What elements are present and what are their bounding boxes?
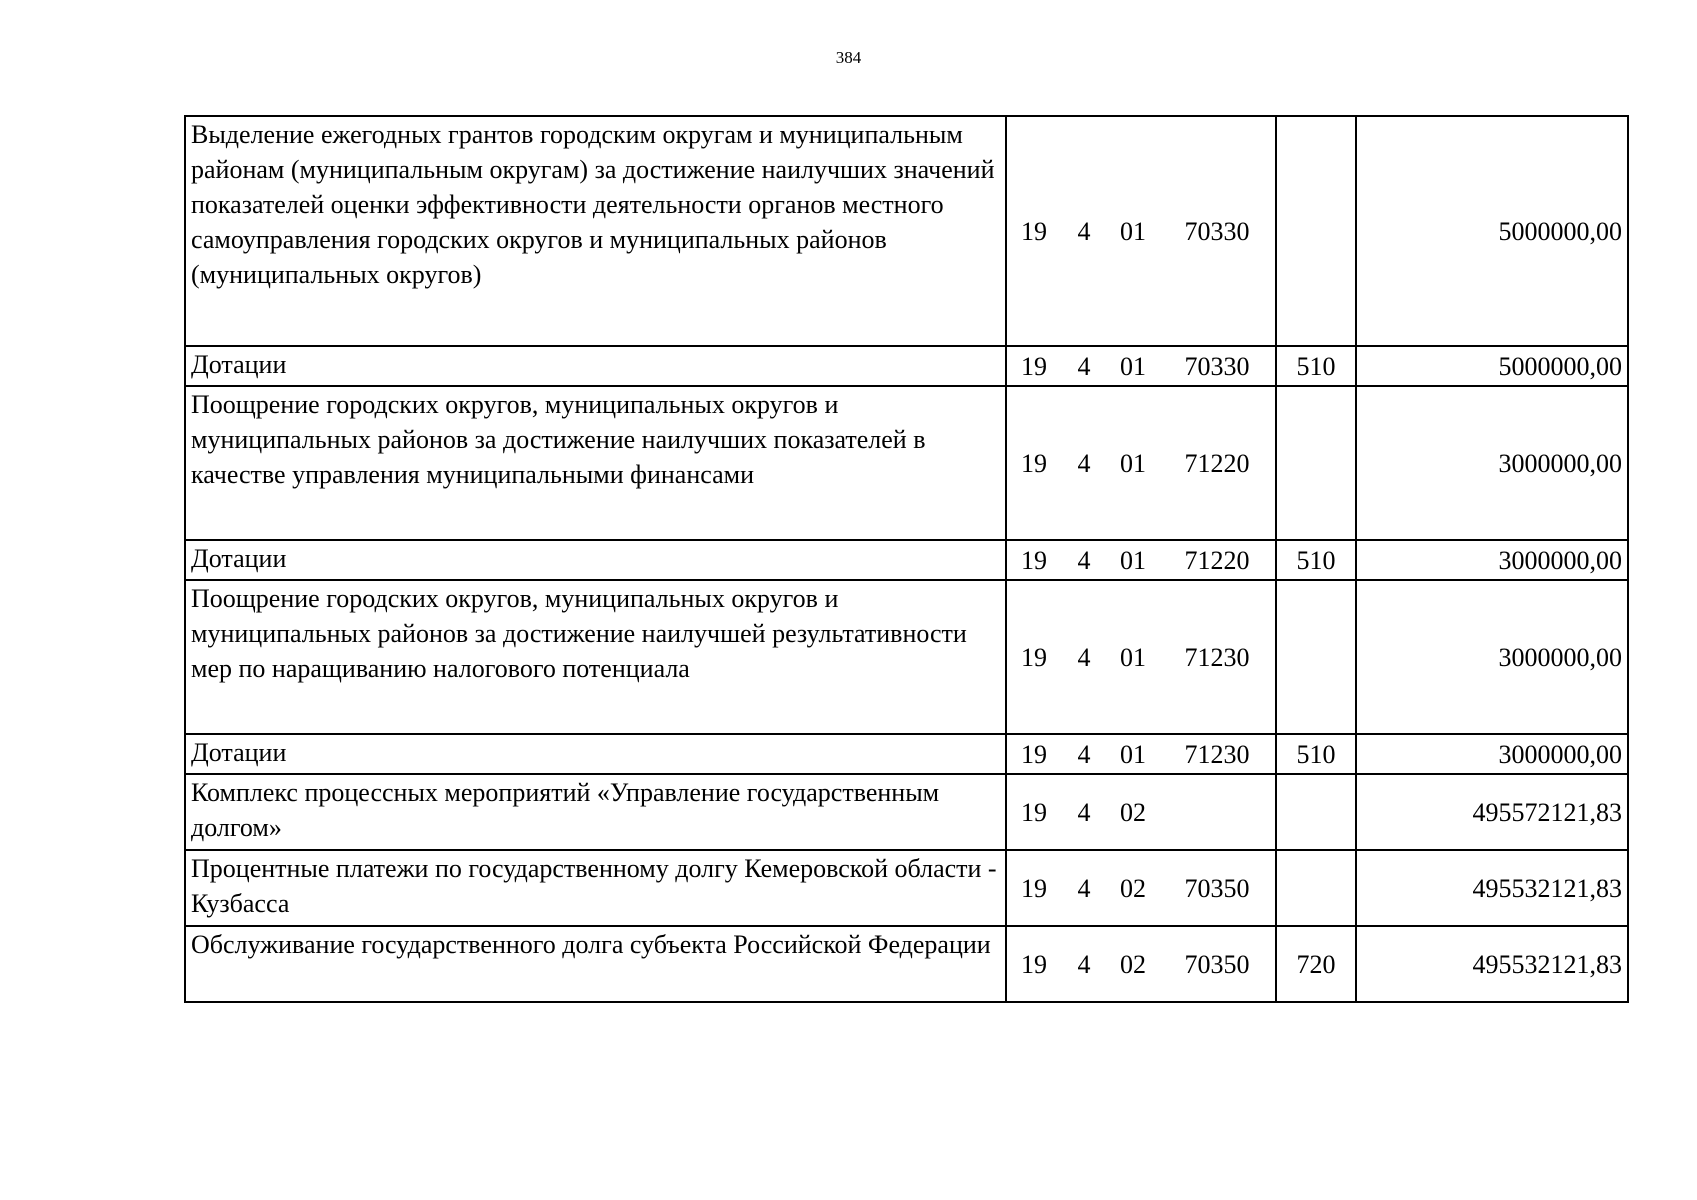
table-row	[185, 346, 1628, 386]
row-name: Дотации	[185, 734, 1006, 774]
code-direction: 70350	[1184, 873, 1250, 903]
row-expense-type	[1276, 580, 1356, 734]
budget-table	[184, 115, 1629, 1003]
row-expense-type: 720	[1276, 926, 1356, 1002]
row-amount: 495532121,83	[1356, 850, 1628, 926]
row-name: Процентные платежи по государственному долгу Кемеровской области - Кузбасса	[185, 850, 1006, 926]
row-name: Дотации	[185, 540, 1006, 580]
row-code	[1006, 734, 1276, 774]
row-amount: 5000000,00	[1356, 116, 1628, 346]
row-amount: 3000000,00	[1356, 386, 1628, 540]
row-code	[1006, 386, 1276, 540]
table-row	[185, 540, 1628, 580]
table-row	[185, 386, 1628, 540]
table-row	[185, 580, 1628, 734]
code-type: 4	[1077, 797, 1091, 827]
code-structure: 01	[1120, 642, 1146, 672]
code-program: 19	[1021, 545, 1047, 575]
code-program: 19	[1021, 351, 1047, 381]
code-direction: 71220	[1184, 545, 1250, 575]
code-program: 19	[1021, 448, 1047, 478]
row-amount: 3000000,00	[1356, 734, 1628, 774]
code-type: 4	[1077, 545, 1091, 575]
row-amount: 3000000,00	[1356, 580, 1628, 734]
code-direction: 70330	[1184, 351, 1250, 381]
code-structure: 01	[1120, 545, 1146, 575]
row-code	[1006, 580, 1276, 734]
code-direction: 71230	[1184, 739, 1250, 769]
code-type: 4	[1077, 448, 1091, 478]
table-row	[185, 116, 1628, 346]
code-structure: 01	[1120, 351, 1146, 381]
table-row	[185, 850, 1628, 926]
row-expense-type	[1276, 774, 1356, 850]
row-expense-type	[1276, 386, 1356, 540]
row-name: Выделение ежегодных грантов городским округам и муниципальным районам (муниципальным округам) за достижение наилучших значений показателей оценки эффективности деятельности органов местного самоуправления городских округов и муниципальных районов (муниципальных округов)	[185, 116, 1006, 346]
code-program: 19	[1021, 797, 1047, 827]
row-name: Поощрение городских округов, муниципальных округов и муниципальных районов за достижение наилучшей результативности мер по наращиванию налогового потенциала	[185, 580, 1006, 734]
table-row	[185, 926, 1628, 1002]
row-code	[1006, 850, 1276, 926]
code-program: 19	[1021, 949, 1047, 979]
code-structure: 01	[1120, 448, 1146, 478]
code-direction: 70330	[1184, 216, 1250, 246]
row-expense-type: 510	[1276, 540, 1356, 580]
code-type: 4	[1077, 949, 1091, 979]
row-code	[1006, 540, 1276, 580]
code-structure: 02	[1120, 797, 1146, 827]
code-program: 19	[1021, 216, 1047, 246]
row-code	[1006, 116, 1276, 346]
row-name: Дотации	[185, 346, 1006, 386]
row-code	[1006, 926, 1276, 1002]
row-expense-type	[1276, 116, 1356, 346]
table-row	[185, 774, 1628, 850]
row-amount: 3000000,00	[1356, 540, 1628, 580]
code-type: 4	[1077, 642, 1091, 672]
code-structure: 02	[1120, 949, 1146, 979]
code-structure: 01	[1120, 216, 1146, 246]
row-name: Обслуживание государственного долга субъекта Российской Федерации	[185, 926, 1006, 1002]
code-direction: 71220	[1184, 448, 1250, 478]
row-amount: 5000000,00	[1356, 346, 1628, 386]
row-expense-type: 510	[1276, 346, 1356, 386]
row-code	[1006, 346, 1276, 386]
row-code	[1006, 774, 1276, 850]
row-amount: 495532121,83	[1356, 926, 1628, 1002]
code-direction: 71230	[1184, 642, 1250, 672]
code-structure: 02	[1120, 873, 1146, 903]
code-type: 4	[1077, 351, 1091, 381]
row-name: Поощрение городских округов, муниципальных округов и муниципальных районов за достижение наилучших показателей в качестве управления муниципальными финансами	[185, 386, 1006, 540]
code-program: 19	[1021, 642, 1047, 672]
code-type: 4	[1077, 216, 1091, 246]
code-structure: 01	[1120, 739, 1146, 769]
table-row	[185, 734, 1628, 774]
code-type: 4	[1077, 873, 1091, 903]
code-program: 19	[1021, 739, 1047, 769]
code-direction: 70350	[1184, 949, 1250, 979]
code-type: 4	[1077, 739, 1091, 769]
code-program: 19	[1021, 873, 1047, 903]
page-number: 384	[835, 48, 862, 67]
row-expense-type	[1276, 850, 1356, 926]
row-amount: 495572121,83	[1356, 774, 1628, 850]
row-name: Комплекс процессных мероприятий «Управление государственным долгом»	[185, 774, 1006, 850]
row-expense-type: 510	[1276, 734, 1356, 774]
